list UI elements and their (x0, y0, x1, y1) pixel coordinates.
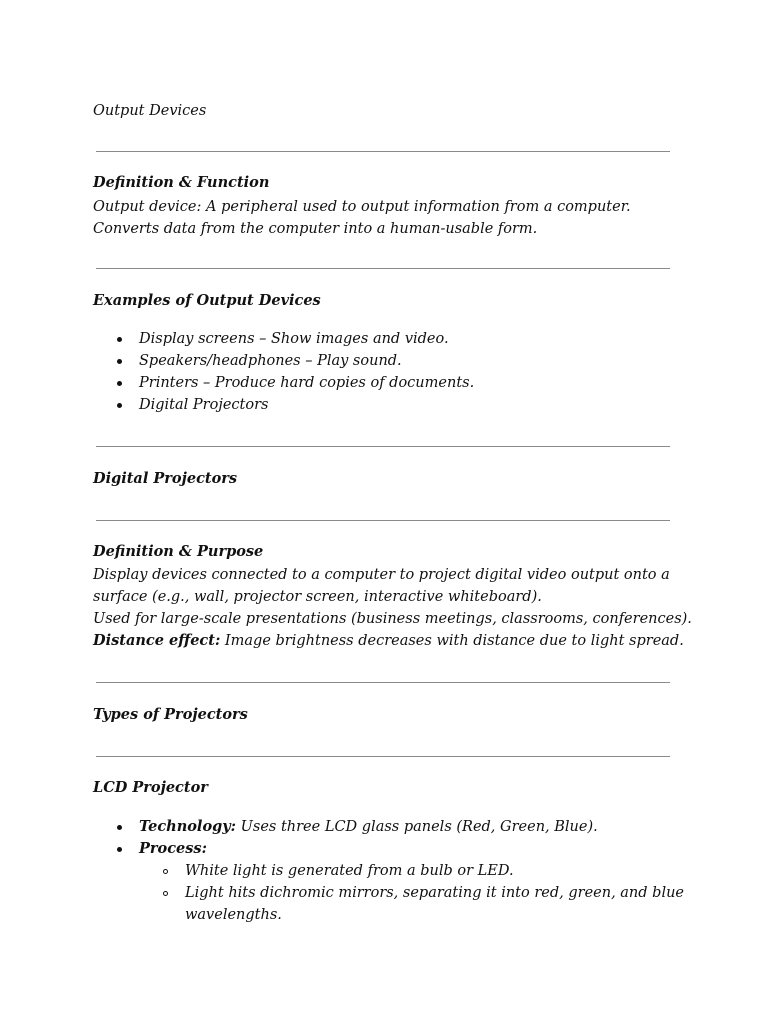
divider (96, 520, 670, 521)
bullet-icon (117, 381, 122, 386)
paragraph-line: Converts data from the computer into a human-usable form. (93, 221, 538, 237)
examples-heading: Examples of Output Devices (93, 292, 321, 309)
divider (96, 446, 670, 447)
paragraph-line: Used for large-scale presentations (business meetings, classrooms, conferences). (93, 611, 692, 627)
sub-list-item-continuation (0, 904, 684, 926)
circle-bullet-icon (163, 891, 168, 896)
circle-bullet-icon (163, 869, 168, 874)
list-item-text: Digital Projectors (139, 397, 269, 413)
bullet-icon (117, 847, 122, 852)
lcd-list (0, 816, 684, 926)
list-item (0, 394, 474, 416)
process-label: Process: (139, 840, 207, 857)
technology-text: Uses three LCD glass panels (Red, Green, Blue). (236, 819, 598, 835)
divider (96, 268, 670, 269)
paragraph-line: Display devices connected to a computer to project digital video output onto a (93, 567, 670, 583)
examples-list (0, 328, 474, 416)
bullet-icon (117, 359, 122, 364)
page-title: Output Devices (93, 103, 207, 119)
list-item (0, 328, 474, 350)
list-item-text: Speakers/headphones – Play sound. (139, 353, 402, 369)
bullet-icon (117, 403, 122, 408)
distance-effect-line (93, 630, 692, 652)
process-step-text: wavelengths. (185, 907, 282, 923)
bullet-icon (117, 337, 122, 342)
list-item (0, 816, 684, 838)
sub-list-item (0, 860, 684, 882)
digital-projectors-heading: Digital Projectors (93, 470, 238, 487)
definition-function-text (93, 196, 631, 240)
bullet-icon (117, 825, 122, 830)
list-item (0, 838, 684, 860)
types-heading: Types of Projectors (93, 706, 248, 723)
list-item (0, 372, 474, 394)
divider (96, 756, 670, 757)
paragraph-line: Output device: A peripheral used to output information from a computer. (93, 199, 631, 215)
process-step-text: Light hits dichromic mirrors, separating it into red, green, and blue (185, 885, 684, 901)
list-item-text: Display screens – Show images and video. (139, 331, 449, 347)
distance-effect-text: Image brightness decreases with distance due to light spread. (220, 633, 684, 649)
definition-purpose-heading: Definition & Purpose (93, 543, 264, 560)
distance-effect-label: Distance effect: (93, 632, 221, 649)
list-item (0, 350, 474, 372)
list-item-text: Printers – Produce hard copies of documents. (139, 375, 475, 391)
divider (96, 682, 670, 683)
technology-label: Technology: (139, 818, 237, 835)
lcd-projector-heading: LCD Projector (93, 779, 208, 796)
sub-list-item (0, 882, 684, 904)
process-step-text: White light is generated from a bulb or LED. (185, 863, 514, 879)
definition-function-heading: Definition & Function (93, 174, 270, 191)
paragraph-line: surface (e.g., wall, projector screen, interactive whiteboard). (93, 589, 542, 605)
divider (96, 151, 670, 152)
definition-purpose-text (93, 564, 692, 652)
